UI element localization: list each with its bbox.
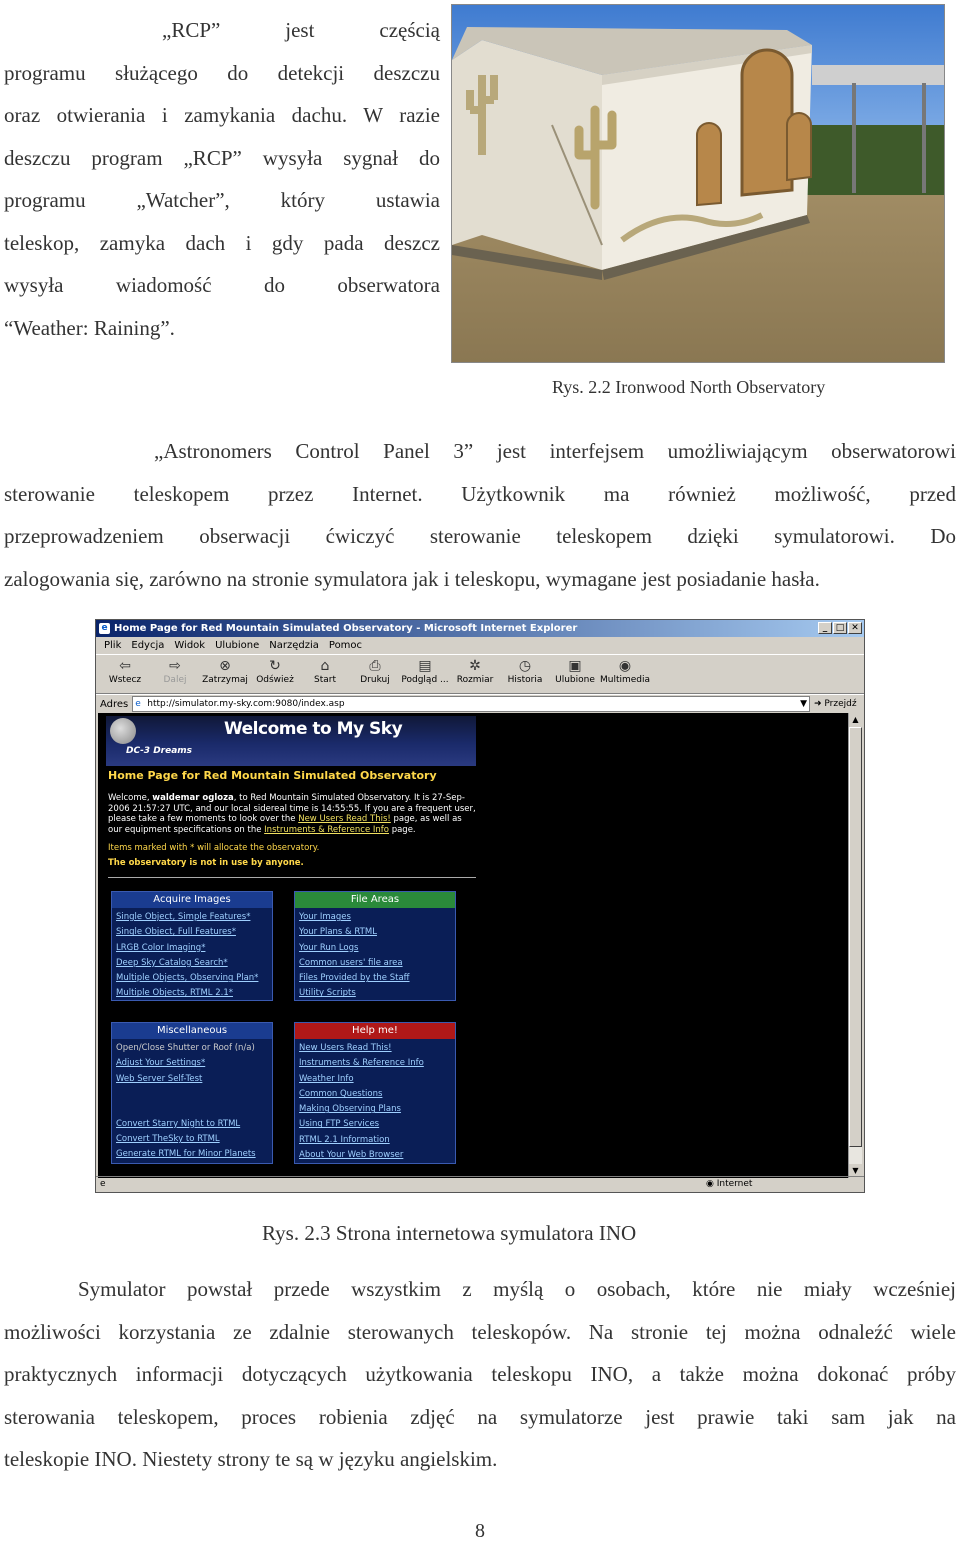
- intro-paragraph: [4, 9, 440, 349]
- forward-icon: ⇨: [169, 658, 181, 674]
- in-use-status: The observatory is not in use by anyone.: [108, 858, 304, 868]
- panel-link[interactable]: RTML 2.1 Information: [299, 1134, 390, 1145]
- back-button[interactable]: [100, 655, 150, 693]
- panel-link[interactable]: Your Plans & RTML: [299, 927, 377, 938]
- welcome-end: page.: [389, 824, 416, 835]
- scroll-thumb[interactable]: [849, 727, 862, 1147]
- print-label: Drukuj: [360, 675, 390, 685]
- items-note: Items marked with * will allocate the observatory.: [108, 843, 320, 853]
- toolbar: [96, 655, 864, 694]
- instruments-link[interactable]: Instruments & Reference Info: [264, 824, 389, 835]
- figure1-caption: Rys. 2.2 Ironwood North Observatory: [552, 377, 826, 397]
- stop-icon: ⊗: [219, 658, 231, 674]
- panel-link[interactable]: Using FTP Services: [299, 1119, 380, 1130]
- size-icon: ✲: [469, 658, 481, 674]
- panel-link[interactable]: Generate RTML for Minor Planets: [116, 1149, 256, 1160]
- text-line: przeprowadzeniem obserwacji ćwiczyć sterowanie teleskopem dzięki symulatorowi. Do: [4, 524, 956, 548]
- panel-link[interactable]: Convert Starry Night to RTML: [116, 1118, 241, 1129]
- panel-title: Acquire Images: [112, 892, 272, 908]
- panel-link[interactable]: About Your Web Browser: [299, 1150, 404, 1161]
- ie-logo-icon: e: [99, 623, 110, 634]
- panel-help: [294, 1022, 456, 1164]
- banner-title: Welcome to My Sky: [224, 719, 403, 739]
- welcome-banner: [106, 716, 476, 766]
- panel-link[interactable]: Single Object, Full Features*: [116, 927, 236, 938]
- vertical-scrollbar[interactable]: [848, 713, 862, 1178]
- size-label: Rozmiar: [456, 675, 494, 685]
- page-content: [98, 713, 850, 1178]
- preview-label: Podgląd ...: [401, 675, 449, 685]
- panel-spacer: [116, 1087, 268, 1102]
- text-line: „RCP” jest częścią: [162, 18, 440, 42]
- page-status-icon: e: [100, 1179, 106, 1189]
- home-icon: ⌂: [320, 658, 330, 674]
- panel-link[interactable]: Your Run Logs: [299, 942, 359, 953]
- home-label: Start: [314, 675, 336, 685]
- panel-title: Miscellaneous: [112, 1023, 272, 1039]
- page-number: 8: [475, 1520, 485, 1542]
- favorites-button[interactable]: [550, 655, 600, 693]
- address-label: Adres: [100, 698, 129, 710]
- panel-link[interactable]: Common users' file area: [299, 957, 403, 968]
- address-input[interactable]: [132, 696, 810, 712]
- minimize-button[interactable]: _: [818, 622, 832, 634]
- scroll-up-icon[interactable]: ▲: [849, 713, 862, 727]
- status-zone-label: Internet: [716, 1179, 753, 1189]
- stop-button[interactable]: [200, 655, 250, 693]
- text-line: programu służącego do detekcji deszczu: [4, 60, 440, 85]
- go-label: Przejdź: [824, 699, 857, 709]
- close-button[interactable]: ✕: [848, 622, 862, 634]
- text-line: “Weather: Raining”.: [4, 315, 175, 340]
- panel-link[interactable]: Weather Info: [299, 1073, 354, 1084]
- favorites-label: Ulubione: [555, 675, 595, 685]
- stop-label: Zatrzymaj: [202, 675, 248, 685]
- panel-link[interactable]: Convert TheSky to RTML: [116, 1134, 220, 1145]
- menu-pomoc[interactable]: Pomoc: [328, 640, 363, 651]
- menu-ulubione[interactable]: Ulubione: [215, 640, 260, 651]
- welcome-pre: Welcome,: [108, 793, 153, 803]
- go-button[interactable]: ➜ Przejdź: [814, 699, 857, 709]
- menu-narzedzia[interactable]: Narzędzia: [269, 640, 319, 651]
- panel-link[interactable]: Your Images: [299, 912, 351, 922]
- panel-link[interactable]: New Users Read This!: [299, 1043, 392, 1053]
- text-line: teleskopie INO. Niestety strony te są w języku angielskim.: [4, 1447, 498, 1471]
- divider: [108, 877, 476, 878]
- panel-link[interactable]: Multiple Objects, RTML 2.1*: [116, 988, 233, 999]
- welcome-mid: , to Red Mountain Simulated Observatory. It is 27-Sep-2006 21:57:27 UTC, and our local sidereal time is 14:55:55. If you are a frequent user, please take a few moments to look over the: [108, 793, 476, 824]
- text-line: praktycznych informacji dotyczących użytkowania teleskopu INO, a także można dokonać próby: [4, 1362, 956, 1386]
- history-button[interactable]: [500, 655, 550, 693]
- welcome-user: waldemar ogloza: [152, 793, 234, 803]
- media-label: Multimedia: [599, 675, 651, 685]
- text-line: sterowania teleskopem, proces robienia zdjęć na symulatorze jest prawie taki sam jak na: [4, 1404, 956, 1429]
- back-icon: ⇦: [119, 658, 131, 674]
- text-line: możliwości korzystania ze zdalnie sterowanych teleskopów. Na stronie tej można odnaleźć wiele: [4, 1319, 956, 1344]
- panel-file-areas: [294, 891, 456, 1001]
- preview-button[interactable]: [400, 655, 450, 693]
- address-value: http://simulator.my-sky.com:9080/index.asp: [147, 699, 345, 709]
- panel-link[interactable]: Instruments & Reference Info: [299, 1058, 424, 1069]
- menu-edycja[interactable]: Edycja: [131, 640, 165, 651]
- address-bar: [96, 694, 864, 713]
- welcome-mid2: page, as well as our equipment specifications on the: [108, 814, 462, 835]
- panel-link[interactable]: Multiple Objects, Observing Plan*: [116, 973, 259, 984]
- panel-miscellaneous: [111, 1022, 273, 1164]
- panel-link[interactable]: Adjust Your Settings*: [116, 1058, 206, 1069]
- panel-link[interactable]: Web Server Self-Test: [116, 1073, 203, 1084]
- refresh-label: Odśwież: [256, 675, 294, 685]
- text-line: wysyła wiadomość do obserwatora: [4, 273, 440, 297]
- banner-sub: DC-3 Dreams: [126, 746, 193, 756]
- text-line: teleskop, zamyka dach i gdy pada deszcz: [4, 230, 440, 255]
- observatory-photo: [451, 4, 945, 363]
- browser-titlebar: [96, 620, 864, 637]
- scroll-down-icon[interactable]: ▼: [849, 1164, 862, 1178]
- print-button[interactable]: [350, 655, 400, 693]
- history-label: Historia: [507, 675, 543, 685]
- refresh-icon: ↻: [269, 658, 281, 674]
- text-line: oraz otwierania i zamykania dachu. W razie: [4, 103, 440, 127]
- panel-link[interactable]: Deep Sky Catalog Search*: [116, 957, 228, 968]
- forward-label: Dalej: [163, 675, 187, 685]
- text-line: sterowanie teleskopem przez Internet. Użytkownik ma również możliwość, przed: [4, 481, 956, 506]
- page-icon: e: [135, 699, 141, 709]
- browser-title: Home Page for Red Mountain Simulated Observatory - Microsoft Internet Explorer: [114, 623, 578, 634]
- forward-button[interactable]: [150, 655, 200, 693]
- panel-link[interactable]: Files Provided by the Staff: [299, 973, 410, 984]
- paragraph-3: [4, 1268, 956, 1481]
- home-button[interactable]: [300, 655, 350, 693]
- panel-link[interactable]: Making Observing Plans: [299, 1104, 401, 1115]
- text-line: „Astronomers Control Panel 3” jest interfejsem umożliwiającym obserwatorowi: [154, 439, 956, 463]
- menu-bar: [96, 637, 864, 655]
- media-icon: ◉: [618, 658, 632, 674]
- text-line: programu „Watcher”, który ustawia: [4, 188, 440, 212]
- panel-link[interactable]: LRGB Color Imaging*: [116, 942, 206, 953]
- refresh-button[interactable]: [250, 655, 300, 693]
- panel-title: File Areas: [295, 892, 455, 908]
- moon-image: [110, 718, 136, 744]
- menu-widok[interactable]: Widok: [174, 640, 206, 651]
- status-bar: [96, 1176, 864, 1192]
- panel-link[interactable]: Utility Scripts: [299, 988, 356, 999]
- browser-window: [95, 619, 865, 1193]
- panel-acquire-images: [111, 891, 273, 1001]
- history-icon: ◷: [518, 658, 532, 674]
- print-icon: ⎙: [369, 658, 381, 674]
- panel-link[interactable]: Common Questions: [299, 1088, 383, 1099]
- favorites-icon: ▣: [568, 658, 582, 674]
- panel-item: Open/Close Shutter or Roof (n/a): [116, 1043, 255, 1053]
- dropdown-arrow-icon[interactable]: ▼: [800, 699, 807, 709]
- new-users-link[interactable]: New Users Read This!: [298, 814, 391, 824]
- size-button[interactable]: [450, 655, 500, 693]
- paragraph-2: [4, 430, 956, 600]
- preview-icon: ▤: [418, 658, 432, 674]
- text-line: deszczu program „RCP” wysyła sygnał do: [4, 145, 440, 170]
- back-label: Wstecz: [108, 675, 142, 685]
- media-button[interactable]: [600, 655, 650, 693]
- page-title: Home Page for Red Mountain Simulated Observatory: [108, 769, 437, 782]
- panel-spacer: [116, 1102, 268, 1117]
- text-line: Symulator powstał przede wszystkim z myślą o osobach, które nie miały wcześniej: [78, 1277, 956, 1301]
- status-zone: ◉ Internet: [706, 1179, 753, 1189]
- maximize-button[interactable]: □: [833, 622, 847, 634]
- figure2-caption: Rys. 2.3 Strona internetowa symulatora INO: [262, 1221, 637, 1245]
- text-line: zalogowania się, zarówno na stronie symulatora jak i teleskopu, wymagane jest posiadanie hasła.: [4, 566, 820, 591]
- panel-link[interactable]: Single Object, Simple Features*: [116, 912, 251, 922]
- menu-plik[interactable]: Plik: [104, 640, 122, 651]
- welcome-text: [108, 793, 476, 835]
- panel-title: Help me!: [295, 1023, 455, 1039]
